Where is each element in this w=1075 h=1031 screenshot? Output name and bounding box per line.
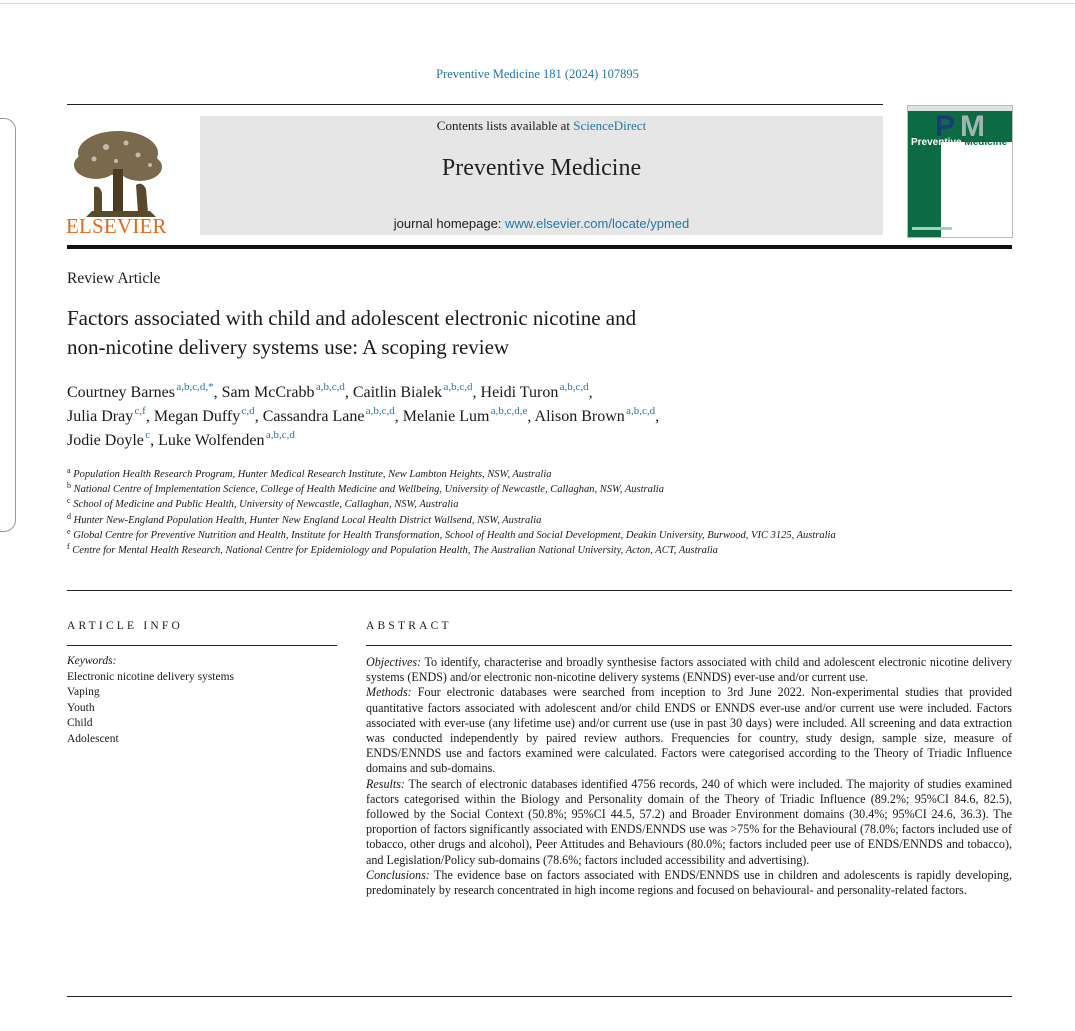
journal-masthead [200,116,883,235]
abstract-conclusions [366,868,1012,898]
cover-panel [941,142,1012,237]
keywords-label: Keywords: [67,655,117,667]
affiliation-item [67,528,887,543]
author-name: Melanie Lum [402,408,490,425]
title-line-1: Factors associated with child and adolescent electronic nicotine and [67,306,637,330]
author-affiliation-link[interactable]: c,f [134,405,146,417]
abstract-section-text: Four electronic databases were searched from inception to 3rd June 2022. Non-experimental studies that provided quantitative factors associated with adolescent and/or child ENDS or ENNDS ever-use and/or current use were included. Factors associated with ever-use (any lifetime use) and/or current use (use in past 30 days) were included. All screening and data extraction was conducted independently by paired review authors. Frequencies for country, study design, sample size, measure of ENDS/ENNDS use and factors examined were calculated. Factors were categorised according to the Theory of Triadic Influence domains and sub-domains. [366,685,1012,776]
affiliation-mark: d [67,511,71,521]
abstract-section-label: Methods: [366,685,412,700]
author-name: Cassandra Lane [262,408,365,425]
article-title [67,304,947,362]
author-sep: , [655,408,660,425]
affiliation-item [67,482,887,497]
abstract-objectives [366,655,1012,685]
author-sep: , [213,384,222,401]
author-sep: , [472,384,481,401]
affiliation-text: National Centre of Implementation Science, College of Health Medicine and Wellbeing, University of Newcastle, Callaghan, NSW, Australia [73,484,664,496]
affiliation-text: Centre for Mental Health Research, National Centre for Epidemiology and Population Health, The Australian National University, Acton, ACT, Australia [72,545,718,557]
cover-name-b: Medicine [964,137,1008,148]
author-affiliation-link[interactable]: a,b,c,d [315,381,345,393]
affiliation-mark: f [67,542,70,552]
author-affiliation-link[interactable]: a,b,c,d,e [490,405,528,417]
author-affiliation-link[interactable]: a,b,c,d [626,405,656,417]
author-name: Jodie Doyle [67,432,144,449]
cover-journal-name [911,137,1007,148]
author-name: Luke Wolfenden [158,432,265,449]
top-divider [0,3,1075,4]
homepage-prefix: journal homepage: [393,216,506,231]
cover-letter-p: P [935,110,956,143]
affiliation-text: Hunter New-England Population Health, Hunter New England Local Health District Wallsend, NSW, Australia [73,514,542,526]
affiliation-mark: b [67,481,71,491]
author-sep: , [150,432,159,449]
contents-prefix: Contents lists available at [436,118,574,133]
affiliation-rule [67,590,1012,591]
keyword-item: Child [67,717,93,729]
masthead-rule [67,245,1012,249]
author-line-2 [67,405,967,429]
side-panel[interactable] [0,118,16,532]
author-sep: , [527,408,535,425]
author-sep: , [394,408,403,425]
affiliation-list [67,467,887,558]
author-line-1 [67,381,967,405]
header-rule [67,104,883,105]
journal-reference[interactable]: Preventive Medicine 181 (2024) 107895 [436,67,639,81]
author-affiliation-link[interactable]: a,b,c,d [443,381,473,393]
sciencedirect-link[interactable]: ScienceDirect [573,118,647,133]
abstract-methods [366,685,1012,776]
bottom-rule [67,996,1012,997]
author-line-3 [67,429,967,453]
article-type: Review Article [67,270,161,287]
abstract-section-text: The evidence base on factors associated with ENDS/ENNDS use in children and adolescents is rapidly developing, predominately by research concentrated in high income regions and focused on behavioural- and personality-related factors. [366,867,1012,898]
author-name: Megan Duffy [153,408,241,425]
author-name: Alison Brown [534,408,625,425]
author-sep: , [588,384,593,401]
affiliation-text: Population Health Research Program, Hunter Medical Research Institute, New Lambton Heights, NSW, Australia [73,469,552,480]
author-affiliation-link[interactable]: a,b,c,d,* [176,381,214,393]
keywords-block [67,654,337,747]
author-name: Courtney Barnes [67,384,175,401]
author-list [67,381,967,453]
affiliation-mark: c [67,496,71,506]
abstract-section-text: To identify, characterise and broadly synthesise factors associated with child and adolescent electronic nicotine delivery systems (ENDS) and/or electronic non-nicotine delivery systems (ENNDS) ever-use and/or current use. [366,655,1012,685]
abstract-section-label: Conclusions: [366,867,430,882]
author-name: Sam McCrabb [221,384,315,401]
author-affiliation-link[interactable]: c [145,429,151,441]
author-affiliation-link[interactable]: a,b,c,d [265,429,295,441]
affiliation-item [67,467,887,482]
keyword-item: Vaping [67,686,100,698]
contents-line [200,118,883,134]
affiliation-text: School of Medicine and Public Health, University of Newcastle, Callaghan, NSW, Australia [73,499,459,511]
affiliation-mark: a [67,466,71,475]
journal-homepage [200,216,883,231]
author-name: Heidi Turon [480,384,559,401]
abstract-body [366,655,1012,898]
cover-name-a: Preventive [911,137,965,148]
author-affiliation-link[interactable]: a,b,c,d [365,405,395,417]
abstract-section-text: The search of electronic databases identified 4756 records, 240 of which were included. The majority of studies examined factors categorised within the Biology and Personality domain of the Theory of Triadic Influence (89.2%; 95%CI 84.6, 82.5), followed by the Social Context (50.8%; 95%CI 44.5, 57.2) and Broader Environment domains (30.4%; 95%CI 24.6, 36.3). The proportion of factors significantly associated with ENDS/ENNDS use was >75% for the Behavioural (78.0%; factors included use of tobacco, other drugs and alcohol), Peer Attitudes and Behaviours (80.0%; factors included peer use of ENDS/ENNDS and tobacco), and Legislation/Policy sub-domains (78.6%; factors included accessibility and advertising). [366,776,1012,867]
abstract-section-label: Objectives: [366,655,422,669]
cover-letter-m: M [960,110,985,143]
affiliation-item [67,543,887,558]
affiliation-item [67,513,887,528]
journal-cover-thumbnail[interactable] [907,105,1013,238]
abstract-section-label: Results: [366,776,405,791]
keyword-item: Adolescent [67,732,119,745]
affiliation-text: Global Centre for Preventive Nutrition and Health, Institute for Health Transformation, School of Health and Social Development, Deakin University, Burwood, VIC 3125, Australia [73,529,836,541]
article-info-rule [67,645,337,646]
journal-title: Preventive Medicine [441,155,642,181]
author-name: Julia Dray [67,408,134,425]
keyword-item: Electronic nicotine delivery systems [67,670,235,683]
author-sep: , [254,408,263,425]
cover-footer-strip [912,227,952,230]
affiliation-item [67,497,887,512]
homepage-link[interactable]: www.elsevier.com/locate/ypmed [505,216,690,231]
author-affiliation-link[interactable]: c,d [241,405,255,417]
abstract-rule [366,645,1012,646]
abstract-heading: ABSTRACT [366,620,452,632]
author-affiliation-link[interactable]: a,b,c,d [559,381,589,393]
author-name: Caitlin Bialek [352,384,443,401]
keyword-item: Youth [67,701,95,714]
affiliation-mark: e [67,526,71,536]
title-line-2: non-nicotine delivery systems use: A scoping review [67,335,510,359]
author-sep: , [344,384,353,401]
abstract-results [366,777,1012,868]
article-info-heading: ARTICLE INFO [67,620,183,632]
publisher-wordmark: ELSEVIER [66,214,167,238]
author-sep: , [145,408,154,425]
